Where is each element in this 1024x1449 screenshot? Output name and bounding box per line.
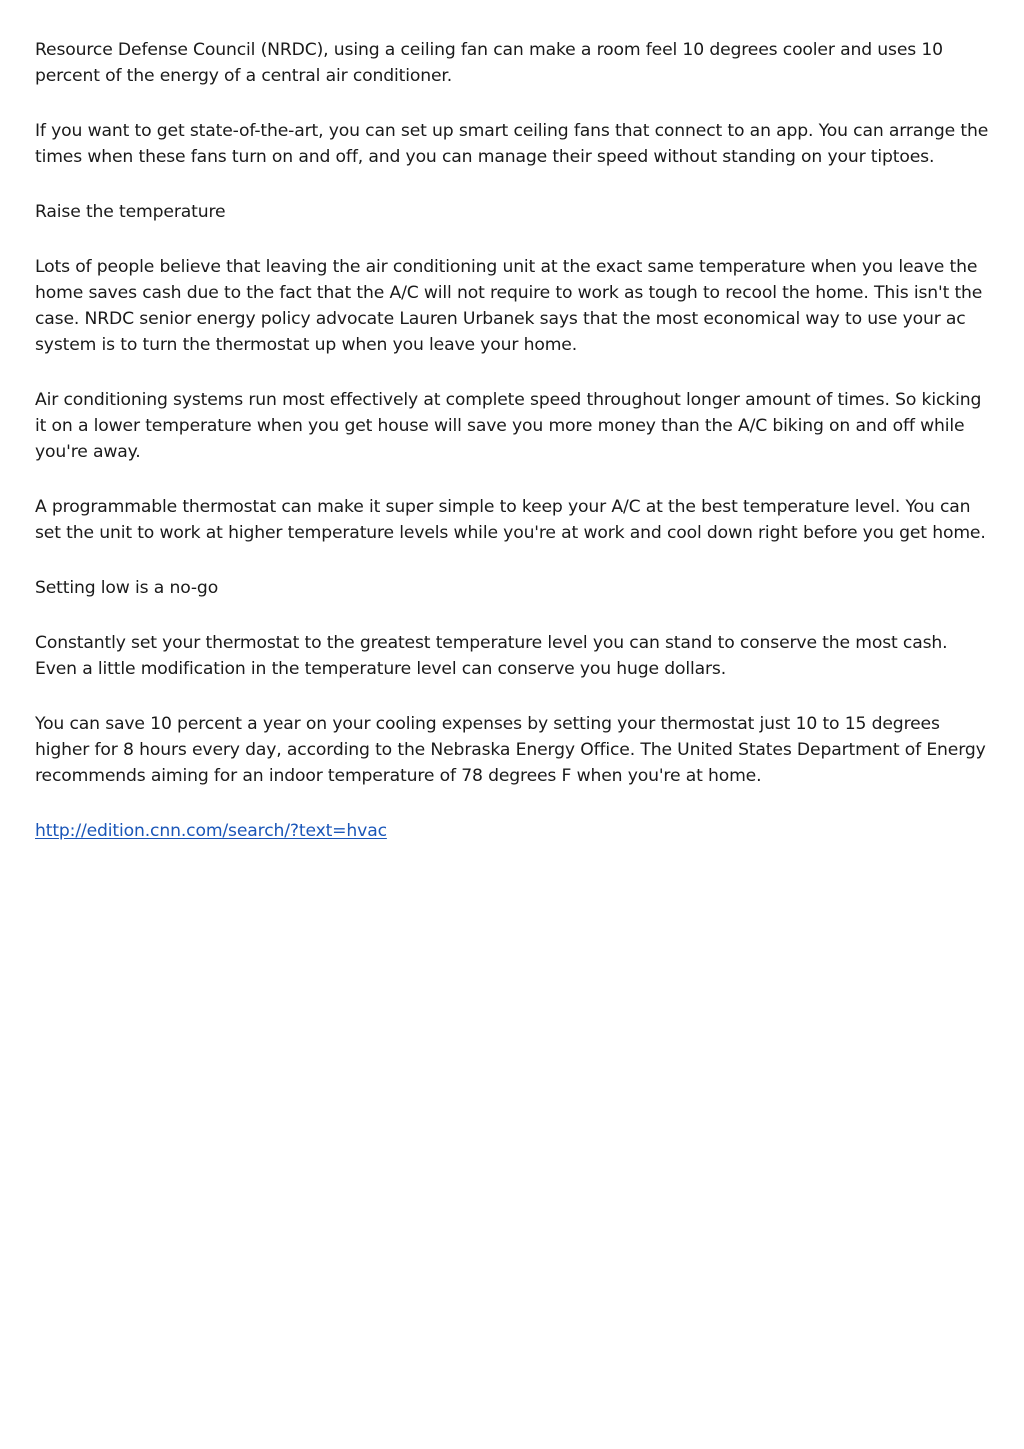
paragraph-energy-savings: You can save 10 percent a year on your cooling expenses by setting your thermostat just 10 to 15 degrees higher for 8 hours every day, according to the Nebraska Energy Office. The United States Department of Energy recommends aiming for an indoor temperature of 78 degrees F when you're at home.: [35, 714, 986, 786]
paragraph-smart-ceiling-fans: If you want to get state-of-the-art, you can set up smart ceiling fans that connect to an app. You can arrange the times when these fans turn on and off, and you can manage their speed without standing on your tiptoes.: [35, 121, 989, 167]
source-link[interactable]: http://edition.cnn.com/search/?text=hvac: [35, 821, 387, 841]
paragraph-programmable-thermostat: A programmable thermostat can make it super simple to keep your A/C at the best temperature level. You can set the unit to work at higher temperature levels while you're at work and cool down right before you get home.: [35, 497, 986, 543]
subheading-setting-low: Setting low is a no-go: [35, 578, 219, 598]
paragraph-highest-temperature: Constantly set your thermostat to the greatest temperature level you can stand to conserve the most cash. Even a little modification in the temperature level can conserve you huge dollars.: [35, 633, 948, 679]
paragraph-ac-efficiency: Air conditioning systems run most effectively at complete speed throughout longer amount of times. So kicking it on a lower temperature when you get house will save you more money than the A/C biking on and off while you're away.: [35, 390, 982, 462]
document-body: [35, 37, 993, 873]
paragraph-thermostat-myth: Lots of people believe that leaving the air conditioning unit at the exact same temperature when you leave the home saves cash due to the fact that the A/C will not require to work as tough to recool the home. This isn't the case. NRDC senior energy policy advocate Lauren Urbanek says that the most economical way to use your ac system is to turn the thermostat up when you leave your home.: [35, 257, 983, 355]
subheading-raise-temperature: Raise the temperature: [35, 202, 226, 222]
paragraph-ceiling-fan-savings: Resource Defense Council (NRDC), using a ceiling fan can make a room feel 10 degrees cooler and uses 10 percent of the energy of a central air conditioner.: [35, 40, 943, 86]
source-link-paragraph: [35, 818, 993, 844]
